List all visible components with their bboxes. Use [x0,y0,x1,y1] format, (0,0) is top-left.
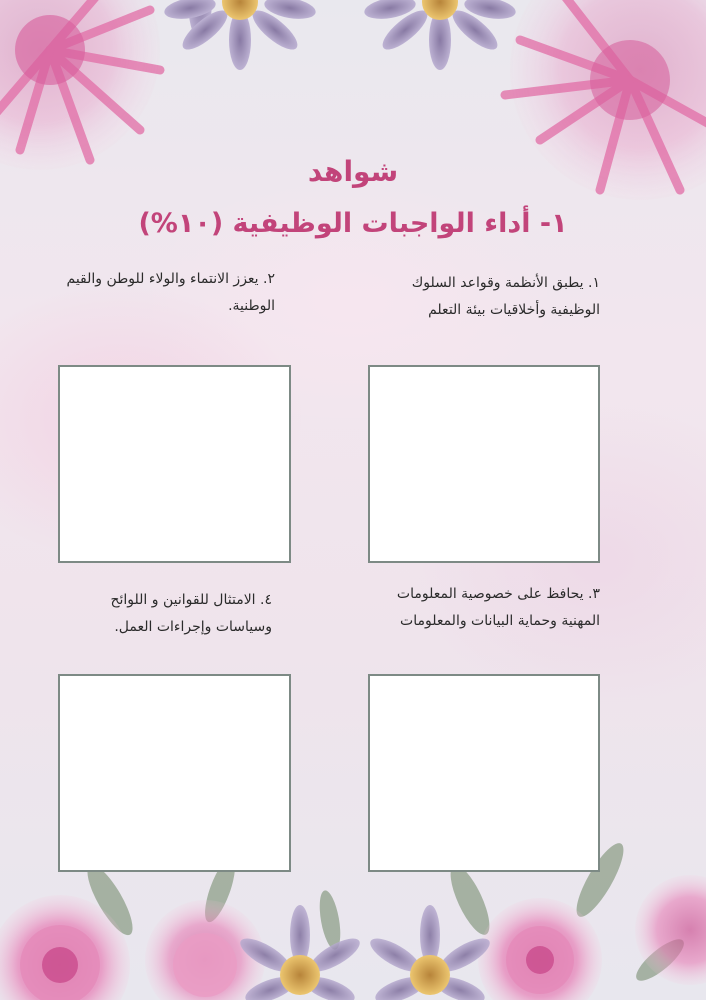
page-title: شواهد [307,155,399,188]
evidence-box-3[interactable] [368,674,600,872]
evidence-item-1-text: ١. يطبق الأنظمة وقواعد السلوك الوظيفية وأخلاقيات بيئة التعلم [411,275,600,318]
bottom-purple-flower-right [366,905,494,1000]
bottom-pink-flower-left [0,895,130,1000]
bottom-purple-flower-left [236,905,364,1000]
evidence-box-2[interactable] [58,365,291,563]
top-purple-flower-right [363,0,518,70]
section-heading: ١- أداء الواجبات الوظيفية (١٠%) [138,208,568,239]
evidence-box-4[interactable] [58,674,291,872]
top-left-flower [0,0,160,170]
bottom-pink-flower-right [478,898,602,1000]
top-purple-flower-left [163,0,318,70]
evidence-item-3-text: ٣. يحافظ على خصوصية المعلومات المهنية وحماية البيانات والمعلومات [396,586,600,629]
evidence-box-1[interactable] [368,365,600,563]
evidence-item-2-text: ٢. يعزز الانتماء والولاء للوطن والقيم الوطنية. [66,271,275,314]
bottom-pink-flower-center [145,900,265,1000]
evidence-item-4-text: ٤. الامتثال للقوانين و اللوائح وسياسات وإجراءات العمل. [110,592,272,635]
bottom-pink-flower-far-right [635,875,706,985]
